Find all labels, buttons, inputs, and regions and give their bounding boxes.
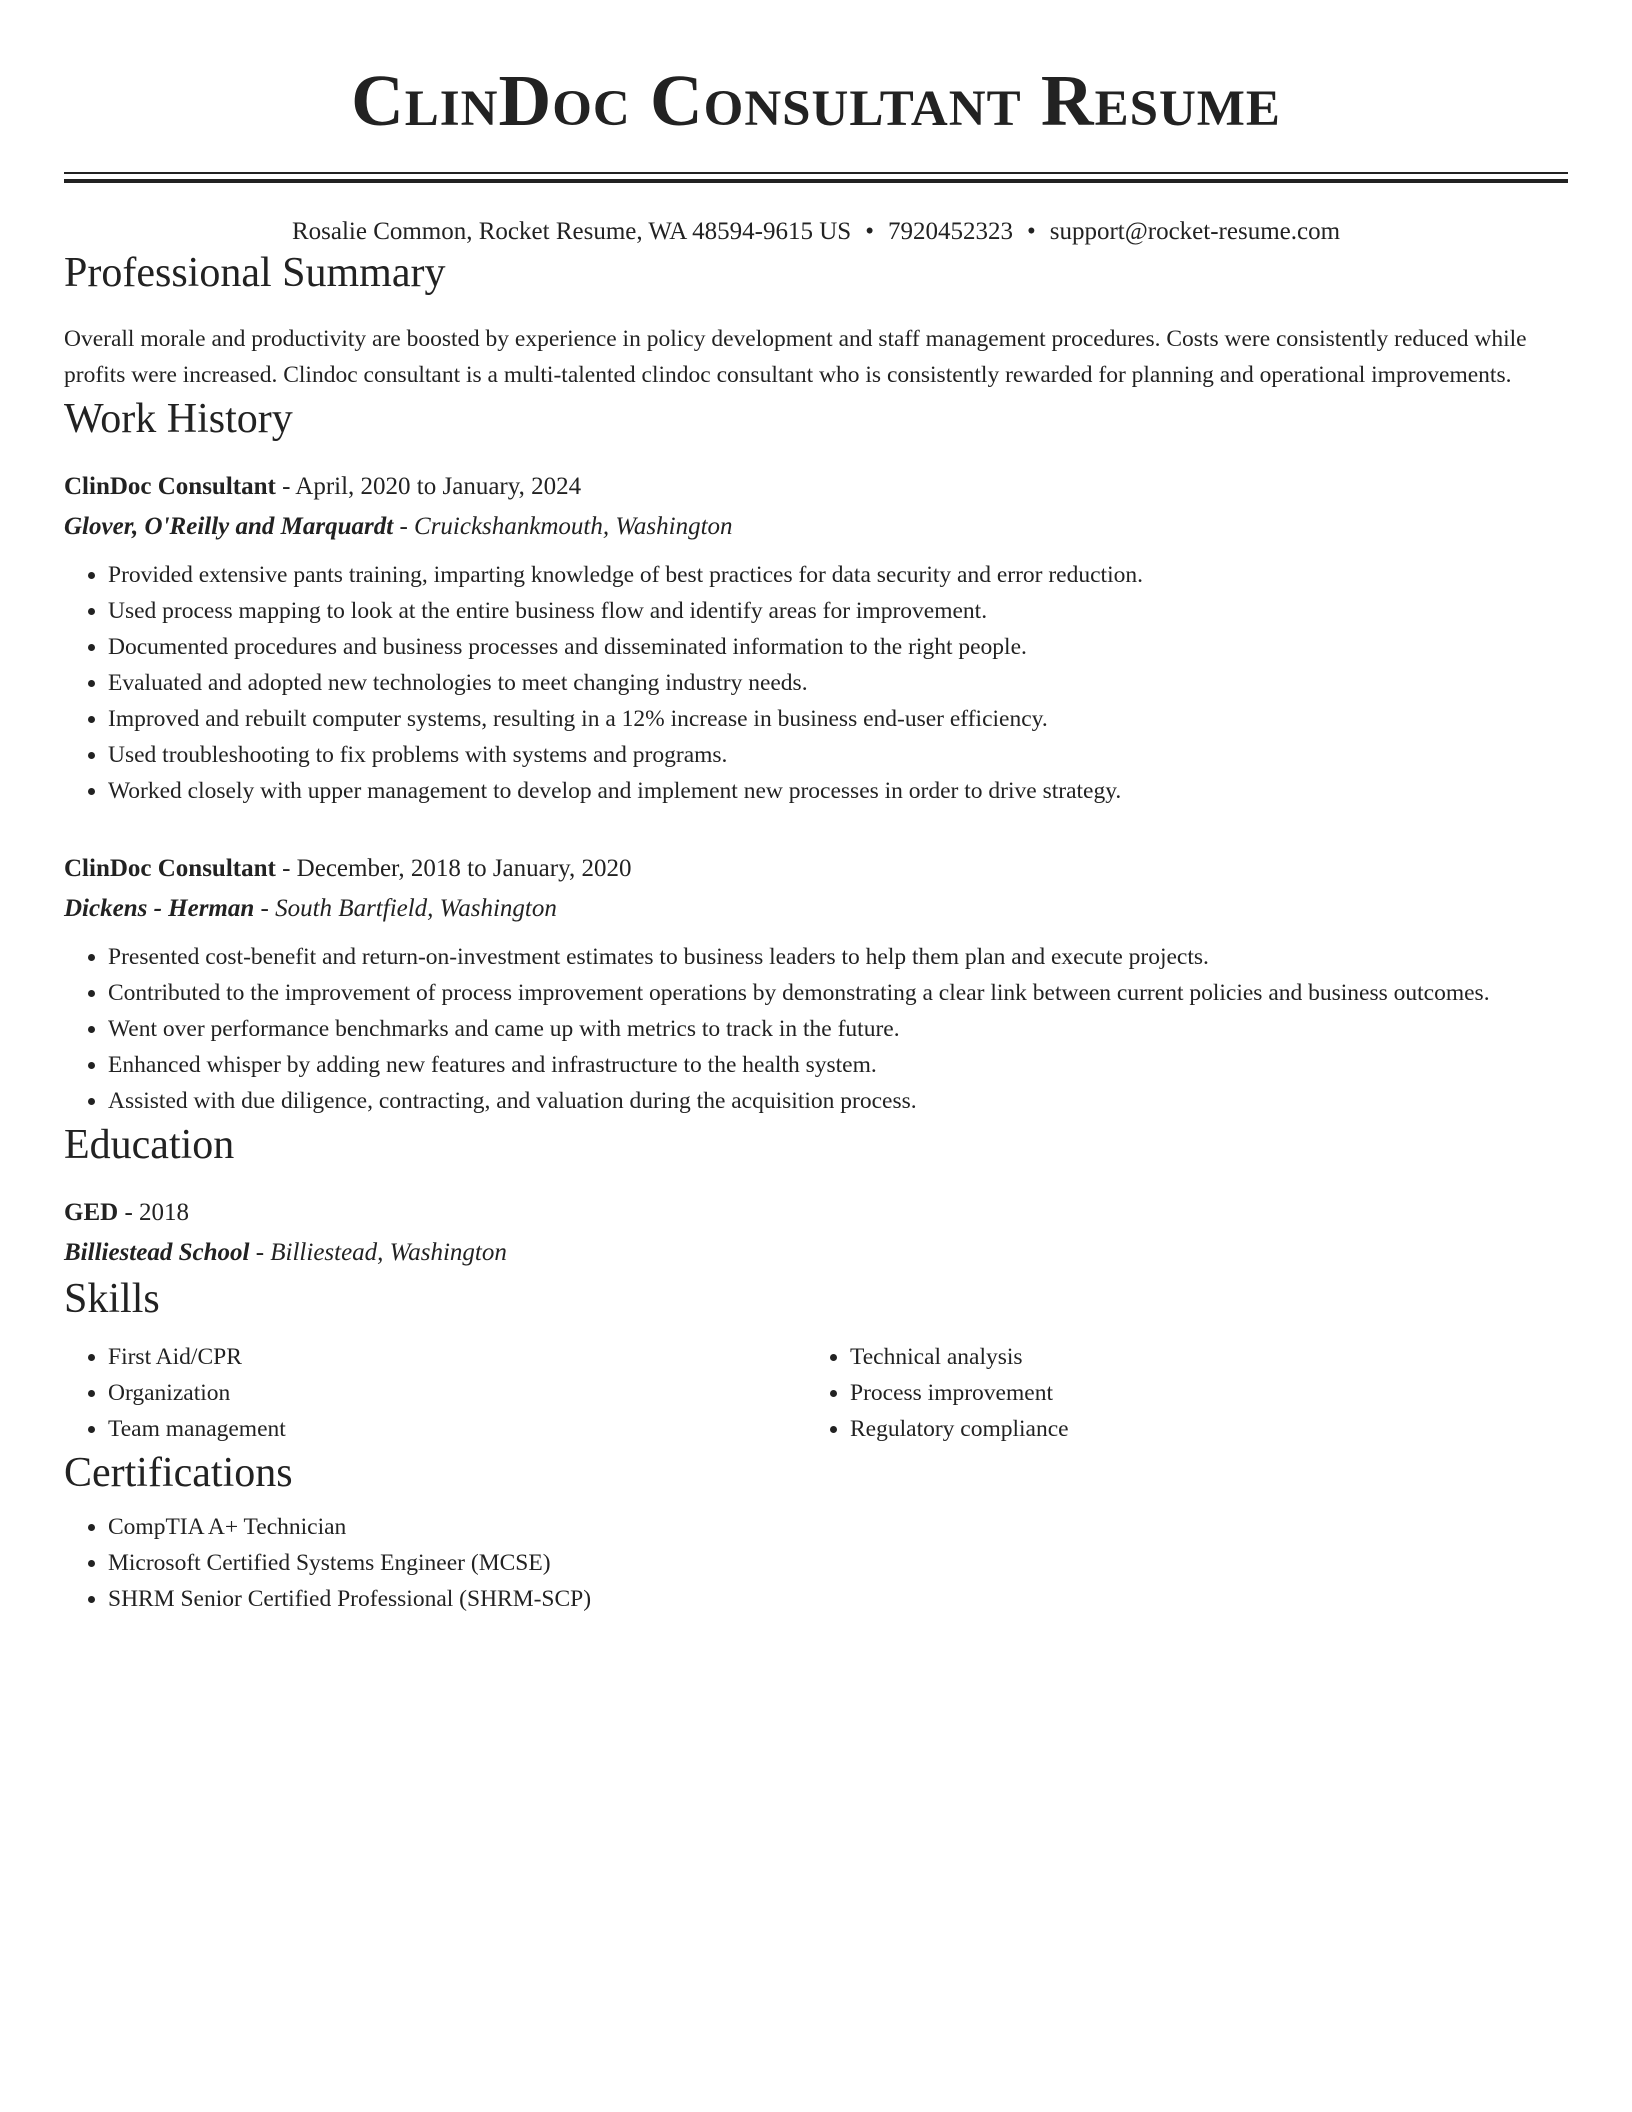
contact-separator: •	[1026, 218, 1036, 245]
list-item: • Enhanced whisper by adding new features and infrastructure to the health system.	[108, 1047, 1568, 1083]
contact-address: Rosalie Common, Rocket Resume, WA 48594-9615 US	[291, 218, 852, 245]
education-location: - Billiestead, Washington	[249, 1239, 507, 1266]
skills-column-right	[806, 1339, 1548, 1447]
certification-item: • SHRM Senior Certified Professional (SHRM-SCP)	[108, 1581, 1568, 1617]
job-bullets	[64, 557, 1568, 809]
job-entry	[64, 467, 1568, 809]
list-item: • Provided extensive pants training, imparting knowledge of best practices for data security and error reduction.	[108, 557, 1568, 593]
list-item: • Assisted with due diligence, contracting, and valuation during the acquisition process.	[108, 1083, 1568, 1119]
resume-title: ClinDoc Consultant Resume	[351, 60, 1281, 141]
skill-item: • Organization	[108, 1375, 806, 1411]
list-item: • Used troubleshooting to fix problems with systems and programs.	[108, 737, 1568, 773]
education-heading: Education	[64, 1122, 235, 1168]
list-item: • Improved and rebuilt computer systems, resulting in a 12% increase in business end-user efficiency.	[108, 701, 1568, 737]
education-degree: GED	[64, 1199, 119, 1226]
skill-item: • Regulatory compliance	[850, 1411, 1548, 1447]
list-item: • Used process mapping to look at the entire business flow and identify areas for improvement.	[108, 593, 1568, 629]
job-title: ClinDoc Consultant	[64, 473, 276, 500]
job-company-line	[64, 889, 1568, 929]
summary-text: Overall morale and productivity are boosted by experience in policy development and staff management procedures. Costs were consistently reduced while profits were increased. Clindoc consultant is a multi-talented clindoc consultant who is consistently rewarded for planning and operational improvements.	[64, 326, 1527, 388]
skills-grid	[64, 1339, 1568, 1447]
certification-item: • CompTIA A+ Technician	[108, 1509, 1568, 1545]
list-item: • Worked closely with upper management to develop and implement new processes in order to drive strategy.	[108, 773, 1568, 809]
job-title: ClinDoc Consultant	[64, 855, 276, 882]
job-entry	[64, 849, 1568, 1119]
skill-item: • Process improvement	[850, 1375, 1548, 1411]
skill-item: • First Aid/CPR	[108, 1339, 806, 1375]
contact-email: support@rocket-resume.com	[1049, 218, 1341, 245]
job-location: - South Bartfield, Washington	[254, 895, 557, 922]
education-school-line	[64, 1233, 1568, 1273]
education-year: - 2018	[118, 1199, 190, 1226]
contact-line	[64, 217, 1568, 247]
job-company: Glover, O'Reilly and Marquardt	[64, 513, 394, 540]
job-title-line	[64, 849, 1568, 889]
list-item: • Evaluated and adopted new technologies to meet changing industry needs.	[108, 665, 1568, 701]
list-item: • Documented procedures and business processes and disseminated information to the right people.	[108, 629, 1568, 665]
list-item: • Went over performance benchmarks and came up with metrics to track in the future.	[108, 1011, 1568, 1047]
title-divider	[64, 172, 1568, 183]
certifications-heading: Certifications	[64, 1450, 293, 1496]
summary-heading: Professional Summary	[64, 250, 446, 296]
job-company: Dickens - Herman	[64, 895, 255, 922]
job-dates: - April, 2020 to January, 2024	[275, 473, 582, 500]
list-item: • Presented cost-benefit and return-on-investment estimates to business leaders to help them plan and execute projects.	[108, 939, 1568, 975]
job-location: - Cruickshankmouth, Washington	[393, 513, 733, 540]
job-bullets	[64, 939, 1568, 1119]
job-title-line	[64, 467, 1568, 507]
skills-column-left	[64, 1339, 806, 1447]
contact-separator: •	[865, 218, 874, 245]
certification-item: • Microsoft Certified Systems Engineer (MCSE)	[108, 1545, 1568, 1581]
certifications-list	[64, 1509, 1568, 1617]
skill-item: • Technical analysis	[850, 1339, 1548, 1375]
education-degree-line	[64, 1193, 1568, 1233]
skill-item: • Team management	[108, 1411, 806, 1447]
job-company-line	[64, 507, 1568, 547]
list-item: • Contributed to the improvement of process improvement operations by demonstrating a clear link between current policies and business outcomes.	[108, 975, 1568, 1011]
skills-heading: Skills	[64, 1276, 160, 1322]
work-history-heading: Work History	[64, 396, 293, 442]
education-entry	[64, 1193, 1568, 1273]
job-dates: - December, 2018 to January, 2020	[275, 855, 632, 882]
contact-phone: 7920452323	[887, 218, 1013, 245]
education-school: Billiestead School	[64, 1239, 250, 1266]
